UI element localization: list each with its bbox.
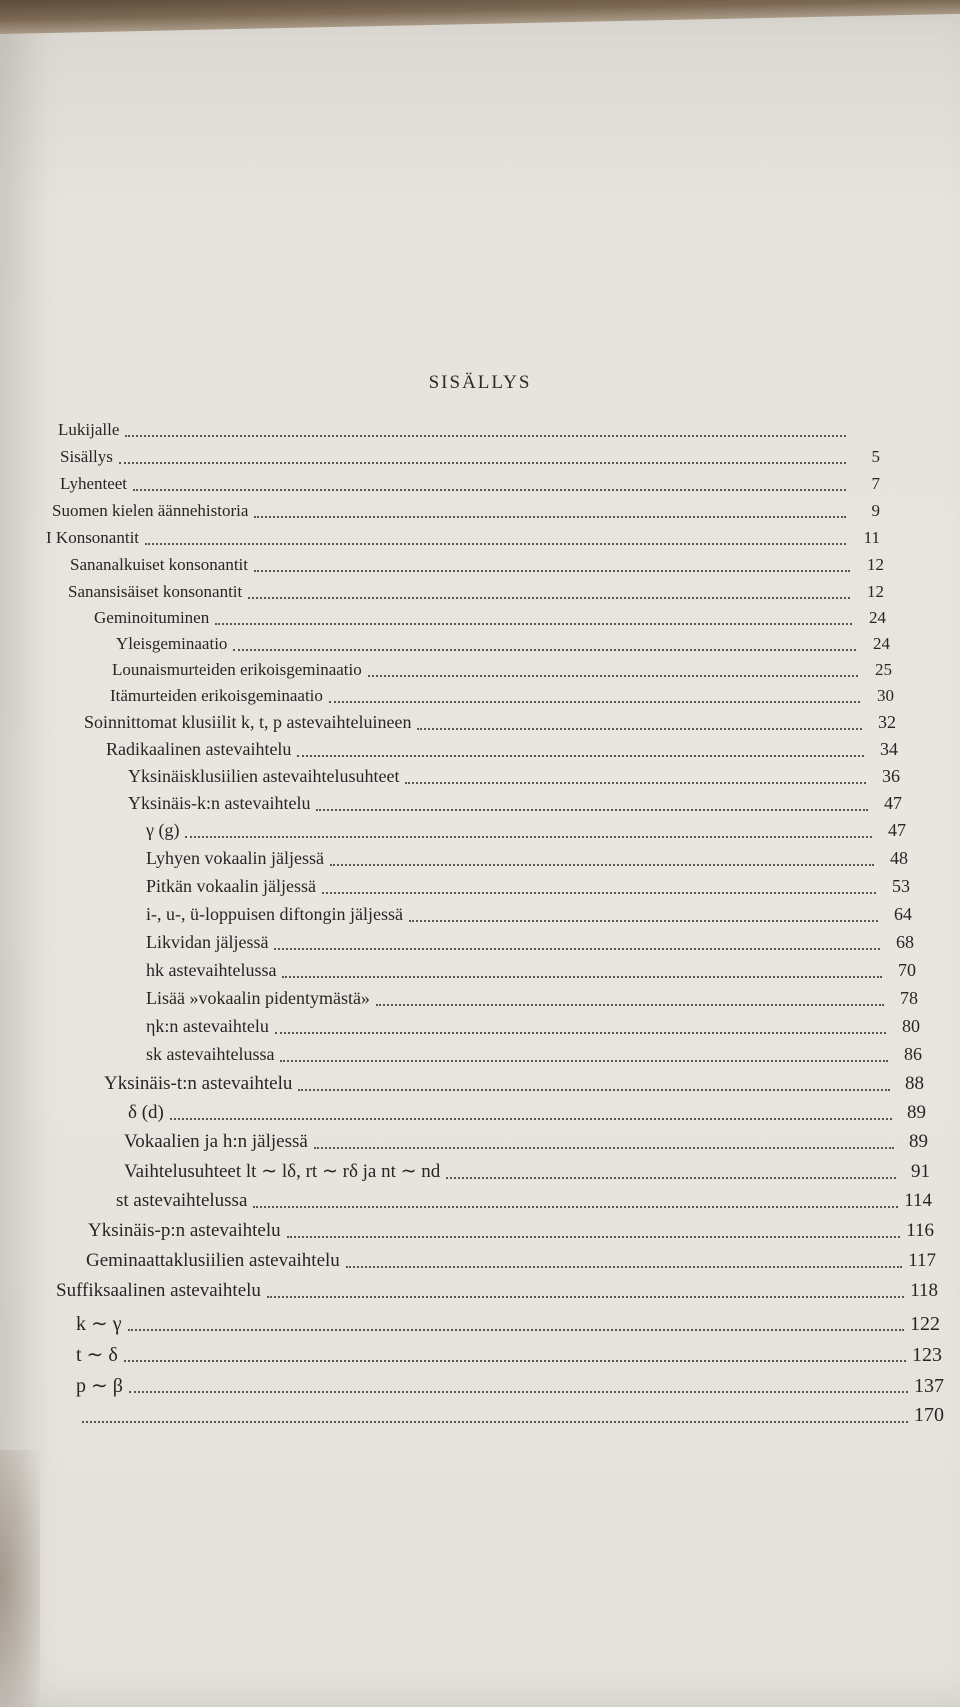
dot-leader: [287, 1236, 900, 1238]
dot-leader: [253, 1206, 898, 1208]
toc-entry-page-number: 36: [882, 766, 900, 786]
toc-entry-page-number: 89: [909, 1131, 928, 1152]
toc-entry-label: Suffiksaalinen astevaihtelu: [56, 1280, 261, 1301]
dot-leader: [82, 1421, 908, 1423]
toc-entry-label: Yksinäis-p:n astevaihtelu: [88, 1220, 281, 1241]
toc-entry-page-number: 122: [910, 1313, 940, 1335]
toc-entry-page-number: 70: [898, 960, 916, 980]
toc-entry: [146, 932, 914, 953]
toc-entry-label: δ (d): [128, 1102, 164, 1123]
toc-entry-label: Yleisgeminaatio: [116, 634, 228, 653]
toc-entry-page-number: 24: [873, 634, 890, 653]
toc-entry: [116, 634, 890, 654]
toc-entry: [124, 1131, 928, 1153]
toc-entry-label: Suomen kielen äännehistoria: [52, 501, 249, 520]
toc-entry-label: γ (g): [146, 820, 180, 840]
toc-entry-page-number: 5: [871, 447, 880, 466]
toc-entry: [104, 1073, 924, 1095]
toc-entry: [76, 1373, 944, 1398]
toc-entry-label: Yksinäis-k:n astevaihtelu: [128, 793, 311, 813]
toc-entry-label: k ∼ γ: [76, 1313, 122, 1335]
toc-entry: [70, 555, 884, 575]
toc-entry: [68, 582, 884, 602]
toc-entry: [94, 608, 886, 628]
toc-entry: [56, 1280, 938, 1302]
toc-entry-page-number: 80: [902, 1016, 920, 1036]
toc-entry-page-number: 24: [869, 608, 886, 627]
toc-entry-page-number: 34: [880, 739, 898, 759]
toc-entry-label: Soinnittomat klusiilit k, t, p astevaihteluineen: [84, 712, 412, 732]
toc-entry: [146, 820, 906, 841]
toc-entry: [146, 904, 912, 925]
toc-entry-page-number: 64: [894, 904, 912, 924]
toc-entry-label: Yksinäisklusiilien astevaihtelusuhteet: [128, 766, 400, 786]
toc-entry-label: hk astevaihtelussa: [146, 960, 277, 980]
dot-leader: [128, 1329, 904, 1331]
dot-leader: [185, 836, 872, 838]
dot-leader: [282, 976, 882, 978]
toc-entry-page-number: 7: [871, 474, 880, 493]
toc-entry: [52, 501, 880, 521]
toc-entry: [106, 739, 898, 760]
toc-entry-page-number: 47: [884, 793, 902, 813]
toc-entry-label: Sanansisäiset konsonantit: [68, 582, 243, 601]
dot-leader: [170, 1118, 892, 1120]
toc-entry-page-number: 53: [892, 876, 910, 896]
toc-entry: [146, 960, 916, 981]
toc-entry: [60, 474, 880, 494]
toc-entry: [146, 848, 908, 869]
toc-entry-page-number: 25: [875, 660, 892, 679]
toc-entry-label: t ∼ δ: [76, 1344, 118, 1366]
toc-entry: [76, 1404, 944, 1427]
toc-entry-label: Pitkän vokaalin jäljessä: [146, 876, 316, 896]
dot-leader: [376, 1004, 884, 1006]
toc-entry: [58, 420, 880, 440]
dot-leader: [233, 649, 856, 651]
dot-leader: [330, 864, 874, 866]
toc-entry: [146, 1044, 922, 1065]
dot-leader: [129, 1391, 908, 1393]
toc-entry-page-number: 91: [911, 1161, 930, 1182]
toc-entry-label: ηk:n astevaihtelu: [146, 1016, 269, 1036]
toc-entry-page-number: 78: [900, 988, 918, 1008]
page-title: SISÄLLYS: [428, 372, 532, 393]
dot-leader: [248, 597, 850, 599]
dot-leader: [409, 920, 878, 922]
toc-entry: [146, 1016, 920, 1037]
dot-leader: [446, 1177, 896, 1179]
toc-entry: [76, 1311, 940, 1336]
toc-entry-label: Itämurteiden erikoisgeminaatio: [110, 686, 323, 705]
toc-entry-label: I Konsonantit: [46, 528, 140, 547]
toc-entry-label: Vokaalien ja h:n jäljessä: [124, 1131, 308, 1152]
dot-leader: [125, 435, 846, 437]
toc-entry: [76, 1342, 942, 1367]
dot-leader: [119, 462, 846, 464]
toc-entry-page-number: 123: [912, 1344, 942, 1366]
dot-leader: [145, 543, 846, 545]
toc-entry-page-number: 12: [867, 582, 884, 601]
toc-entry: [124, 1160, 930, 1183]
thumb-shadow: [0, 1450, 40, 1707]
toc-entry-label: Sananalkuiset konsonantit: [70, 555, 249, 574]
toc-entry-page-number: 68: [896, 932, 914, 952]
toc-entry-page-number: 48: [890, 848, 908, 868]
dot-leader: [405, 782, 866, 784]
dot-leader: [254, 516, 846, 518]
toc-entry-page-number: 12: [867, 555, 884, 574]
toc-entry-label: i-, u-, ü-loppuisen diftongin jäljessä: [146, 904, 403, 924]
dot-leader: [280, 1060, 888, 1062]
toc-entry-label: Lyhyen vokaalin jäljessä: [146, 848, 324, 868]
dot-leader: [298, 1089, 890, 1091]
toc-entry: [128, 766, 900, 787]
toc-entry: [146, 876, 910, 897]
dot-leader: [275, 1032, 886, 1034]
dot-leader: [368, 675, 858, 677]
dot-leader: [322, 892, 876, 894]
toc-entry: [110, 686, 894, 706]
toc-entry-label: Sisällys: [60, 447, 113, 466]
toc-entry-page-number: 89: [907, 1102, 926, 1123]
toc-entry-label: Radikaalinen astevaihtelu: [106, 739, 292, 759]
toc-entry-page-number: 170: [914, 1404, 944, 1426]
toc-entry-page-number: 117: [908, 1250, 936, 1271]
dot-leader: [133, 489, 846, 491]
toc-entry-label: st astevaihtelussa: [116, 1190, 248, 1211]
toc-entry-label: Yksinäis-t:n astevaihtelu: [104, 1073, 293, 1094]
toc-entry: [84, 712, 896, 733]
toc-entry: [116, 1190, 932, 1212]
toc-entry-page-number: 30: [877, 686, 894, 705]
toc-entry-label: Lisää »vokaalin pidentymästä»: [146, 988, 370, 1008]
dot-leader: [417, 728, 862, 730]
dot-leader: [346, 1266, 902, 1268]
toc-entry: [86, 1250, 936, 1272]
dot-leader: [297, 755, 864, 757]
toc-entry-page-number: 137: [914, 1375, 944, 1397]
toc-entry-label: sk astevaihtelussa: [146, 1044, 275, 1064]
toc-entry: [60, 447, 880, 467]
dot-leader: [215, 623, 852, 625]
dot-leader: [267, 1296, 904, 1298]
dot-leader: [314, 1147, 894, 1149]
toc-entry: [146, 988, 918, 1009]
toc-entry-page-number: 47: [888, 820, 906, 840]
toc-entry-label: p ∼ β: [76, 1375, 123, 1397]
toc-entry: [128, 793, 902, 814]
toc-entry-page-number: 32: [878, 712, 896, 732]
toc-entry-label: Lyhenteet: [60, 474, 128, 493]
dot-leader: [329, 701, 860, 703]
toc-entry-page-number: 114: [904, 1190, 932, 1211]
toc-entry-page-number: 11: [863, 528, 880, 547]
toc-entry-label: Geminoituminen: [94, 608, 210, 627]
toc-entry-page-number: 116: [906, 1220, 934, 1241]
dot-leader: [254, 570, 850, 572]
toc-entry-page-number: 86: [904, 1044, 922, 1064]
dot-leader: [274, 948, 880, 950]
toc-entry: [46, 528, 880, 548]
toc-entry: [88, 1220, 934, 1242]
toc-entry-label: Geminaattaklusiilien astevaihtelu: [86, 1250, 340, 1271]
toc-entry-page-number: 118: [910, 1280, 938, 1301]
toc-entry: [128, 1102, 926, 1124]
toc-entry-label: Likvidan jäljessä: [146, 932, 269, 952]
toc-entry-page-number: 9: [871, 501, 880, 520]
toc-entry-label: Lukijalle: [58, 420, 120, 439]
toc-entry: [112, 660, 892, 680]
toc-entry-page-number: 88: [905, 1073, 924, 1094]
dot-leader: [124, 1360, 906, 1362]
dot-leader: [316, 809, 868, 811]
toc-entry-label: Vaihtelusuhteet lt ∼ lδ, rt ∼ rδ ja nt ∼ nd: [124, 1161, 441, 1182]
toc-entry-label: Lounaismurteiden erikoisgeminaatio: [112, 660, 362, 679]
